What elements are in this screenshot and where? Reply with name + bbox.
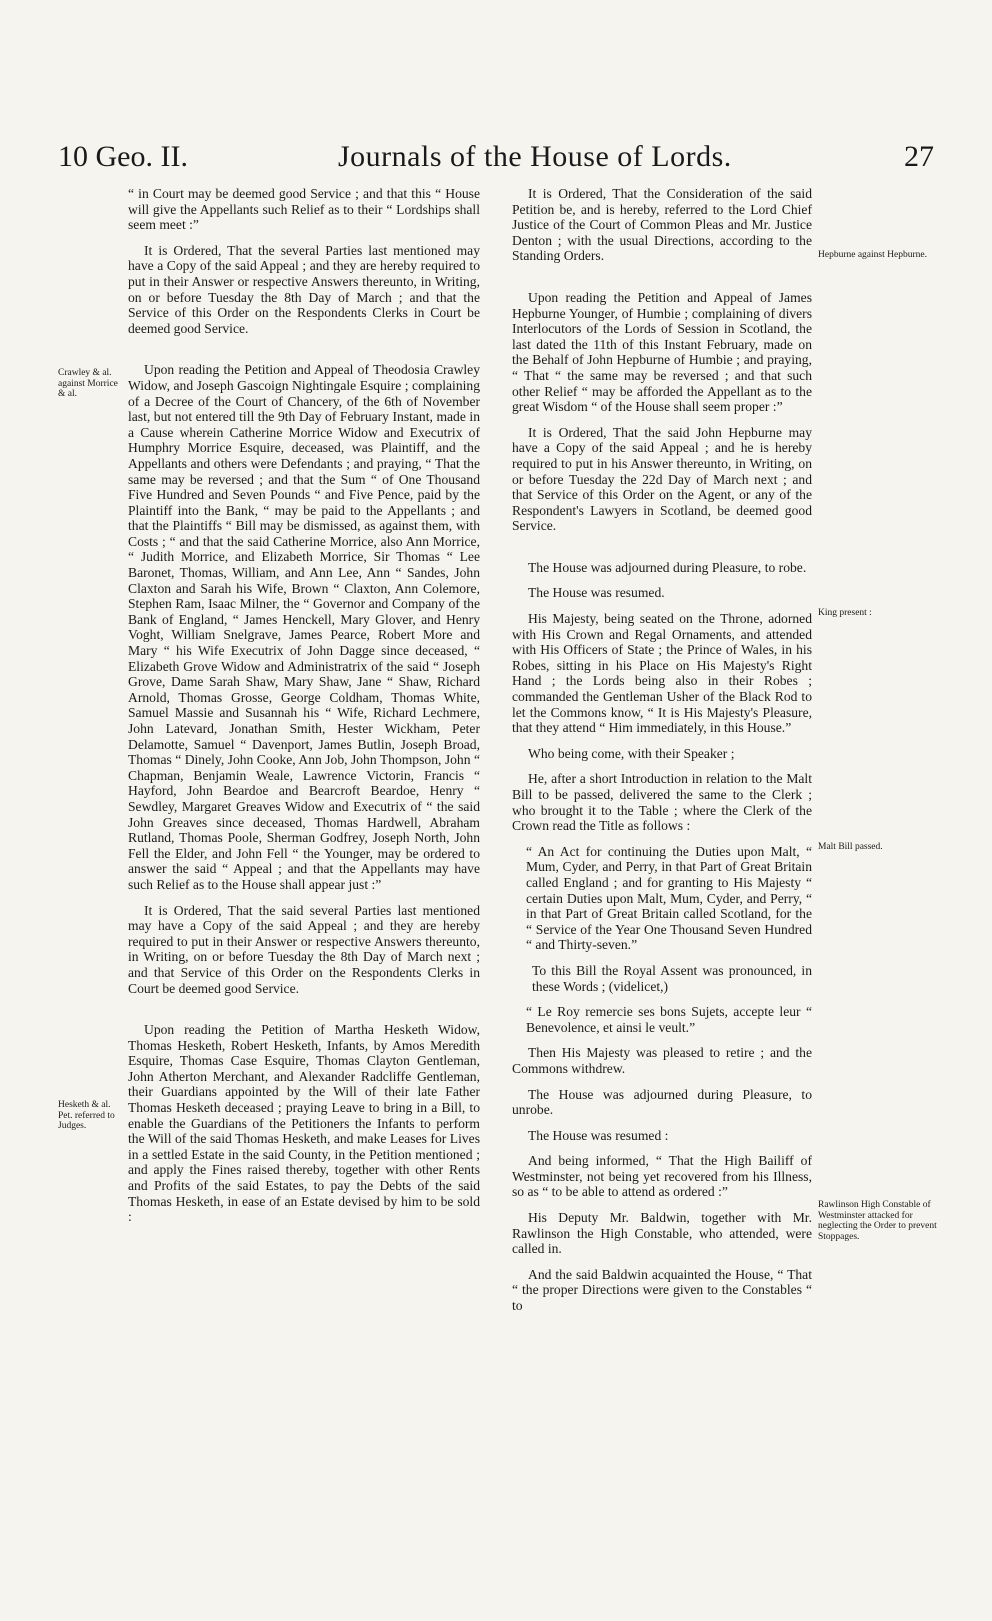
paragraph: And being informed, “ That the High Bailiff of Westminster, not being yet recovered from his Illness, so as “ to be able to attend as ordered :” bbox=[512, 1153, 812, 1200]
paragraph: The House was adjourned during Pleasure, to unrobe. bbox=[512, 1086, 812, 1118]
paragraph: Then His Majesty was pleased to retire ; and the Commons withdrew. bbox=[512, 1045, 812, 1076]
page-number: 27 bbox=[904, 140, 934, 173]
paragraph: It is Ordered, That the said several Parties last mentioned may have a Copy of the said Appeal ; and they are hereby required to put in their Answer or respective Answers thereunto, in Writing, on or before Tuesday the 8th Day of March next ; and that Service of this Order on the Respondents Clerks in Court be deemed good Service. bbox=[128, 902, 480, 996]
paragraph: Who being come, with their Speaker ; bbox=[528, 745, 735, 761]
royal-assent-quote: “ Le Roy remercie ses bons Sujets, accepte leur “ Benevolence, et ainsi le veult.” bbox=[526, 1004, 812, 1035]
left-column bbox=[128, 186, 480, 1235]
margin-note-crawley: Crawley & al. against Morrice & al. bbox=[58, 368, 118, 399]
running-title: Journals of the House of Lords. bbox=[338, 140, 732, 173]
paragraph: To this Bill the Royal Assent was pronounced, in these Words ; (videlicet,) bbox=[532, 962, 812, 994]
paragraph: It is Ordered, That the said John Hepburne may have a Copy of the said Appeal ; and he is hereby required to put in his Answer thereunto, in Writing, on or before Tuesday the 22d Day of March next ; and that Service of this Order on the Agent, or any of the Respondent's Lawyers in Scotland, be deemed good Service. bbox=[512, 424, 812, 534]
page-header bbox=[58, 140, 934, 180]
margin-note-king-present: King present : bbox=[818, 608, 872, 618]
paragraph: The House was adjourned during Pleasure, to robe. bbox=[528, 559, 807, 575]
paragraph: It is Ordered, That the several Parties last mentioned may have a Copy of the said Appeal ; and they are hereby required to put in their Answer or respective Answers thereunto, in Writing, on or before Tuesday the 8th Day of March ; and that the Service of this Order on the Respondents Clerks in Court be deemed good Service. bbox=[128, 242, 480, 336]
paragraph: It is Ordered, That the Consideration of the said Petition be, and is hereby, referred to the Lord Chief Justice of the Court of Common Pleas and Mr. Justice Denton ; with the usual Directions, according to the Standing Orders. bbox=[512, 186, 812, 264]
paragraph: “ in Court may be deemed good Service ; and that this “ House will give the Appellants such Relief as to their “ Lordships shall seem meet :” bbox=[128, 186, 480, 233]
paragraph: Upon reading the Petition of Martha Hesketh Widow, Thomas Hesketh, Robert Hesketh, Infants, by Amos Meredith Esquire, Thomas Case Esquire, Thomas Clayton Gentleman, John Atherton Merchant, and Alexander Radcliffe Gentleman, their Guardians appointed by the Will of their late Father Thomas Hesketh deceased ; praying Leave to bring in a Bill, to enable the Guardians of the Petitioners the Infants to perform the Will of the said Thomas Hesketh, and make Leases for Lives in a settled Estate in the said County, in the Petition mentioned ; and apply the Fines raised thereby, together with other Rents and Profits of the said Estates, to pay the Debts of the said Thomas Hesketh, in ease of an Estate devised by him to be sold : bbox=[128, 1022, 480, 1225]
paragraph: His Deputy Mr. Baldwin, together with Mr. Rawlinson the High Constable, who attended, were called in. bbox=[512, 1210, 812, 1257]
paragraph: He, after a short Introduction in relation to the Malt Bill to be passed, delivered the same to the Clerk ; who brought it to the Table ; where the Clerk of the Crown read the Title as follows : bbox=[512, 771, 812, 834]
margin-note-hepburne: Hepburne against Hepburne. bbox=[818, 250, 927, 260]
paragraph: His Majesty, being seated on the Throne, adorned with His Crown and Regal Ornaments, and attended with His Officers of State ; the Prince of Wales, in his Robes, sitting in his Place on His Majesty's Right Hand ; the Lords being also in their Robes ; commanded the Gentleman Usher of the Black Rod to let the Commons know, “ It is His Majesty's Pleasure, that they attend “ Him immediately, in this House.” bbox=[512, 611, 812, 736]
paragraph: The House was resumed. bbox=[528, 585, 665, 601]
margin-note-rawlinson: Rawlinson High Constable of Westminster attacked for neglecting the Order to prevent Stoppages. bbox=[818, 1200, 937, 1242]
bill-title-quote: “ An Act for continuing the Duties upon Malt, “ Mum, Cyder, and Perry, in that Part of Great Britain called England ; and for granting to His Majesty “ certain Duties upon Malt, Mum, Cyder, and Perry, “ in that Part of Great Britain called Scotland, for the “ Service of the Year One Thousand Seven Hundred “ and Thirty-seven.” bbox=[526, 843, 812, 953]
right-column bbox=[512, 186, 812, 1324]
margin-note-malt-bill: Malt Bill passed. bbox=[818, 842, 883, 852]
margin-note-hesketh: Hesketh & al. Pet. referred to Judges. bbox=[58, 1100, 115, 1131]
paragraph: Upon reading the Petition and Appeal of James Hepburne Younger, of Humbie ; complaining of divers Interlocutors of the Lords of Session in Scotland, the last dated the 11th of this Instant February, made on the Behalf of John Hepburne of Humbie ; and praying, “ That “ the same may be reversed ; and that such other Relief “ may be afforded the Appellant as to the great Wisdom “ of the House shall seem proper :” bbox=[512, 289, 812, 415]
regnal-year: 10 Geo. II. bbox=[58, 140, 188, 173]
paragraph: The House was resumed : bbox=[528, 1127, 669, 1143]
paragraph: Upon reading the Petition and Appeal of Theodosia Crawley Widow, and Joseph Gascoign Nightingale Esquire ; complaining of a Decree of the Court of Chancery, of the 6th of November last, but not entered till the 9th Day of February Instant, made in a Cause wherein Catherine Morrice Widow and Executrix of Humphry Morrice Esquire, deceased, was Plaintiff, and the Appellants and others were Defendants ; and praying, “ That the same may be reversed ; and that the Sum “ of One Thousand Five Hundred and Seven Pounds “ and Five Pence, paid by the Plaintiff into the Bank, “ may be paid to the Appellants ; and that the Plaintiffs “ Bill may be dismissed, as against them, with Costs ; “ and that the said Catherine Morrice, also Ann Morrice, “ Judith Morrice, and Elizabeth Morrice, Sir Thomas “ Lee Baronet, Thomas, William, and Ann Lee, Ann “ Sandes, John Claxton and Sarah his Wife, Brown “ Claxton, Ann Colemore, Stephen Ram, Isaac Milner, the “ Governor and Company of the Bank of England, “ James Henckell, Mary Glover, and Henry Voght, William Snelgrave, James Pearce, Robert More and Mary “ his Wife Executrix of John Dagge since deceased, “ Elizabeth Grove Widow and Administratrix of the said “ Joseph Grove, Dame Sarah Shaw, Mary Shaw, Jane “ Shaw, Richard Arnold, Thomas Grosse, George Coldham, Thomas White, Samuel Massie and Susannah his “ Wife, Richard Lechmere, John Latevard, Jonathan Smith, Hester Wickham, Peter Delamotte, Samuel “ Davenport, James Butlin, Joseph Broad, Thomas “ Dinely, John Cooke, Ann Job, John Thompson, John “ Chapman, Benjamin Weale, Lawrence Victorin, Francis “ Hayford, John Beardoe and Bearcroft Beardoe, Henry “ Sewdley, Margaret Greaves Widow and Executrix of “ the said John Greaves since deceased, Thomas Hardwell, Abraham Rutland, Thomas Poole, Sherman Godfrey, Joseph North, John Fell the Elder, and John Fell “ the Younger, may be ordered to answer the said “ Appeal ; and that the Appellants may have such Relief as to the House shall appear just :” bbox=[128, 362, 480, 892]
paragraph: And the said Baldwin acquainted the House, “ That “ the proper Directions were given to the Constables “ to bbox=[512, 1266, 812, 1314]
